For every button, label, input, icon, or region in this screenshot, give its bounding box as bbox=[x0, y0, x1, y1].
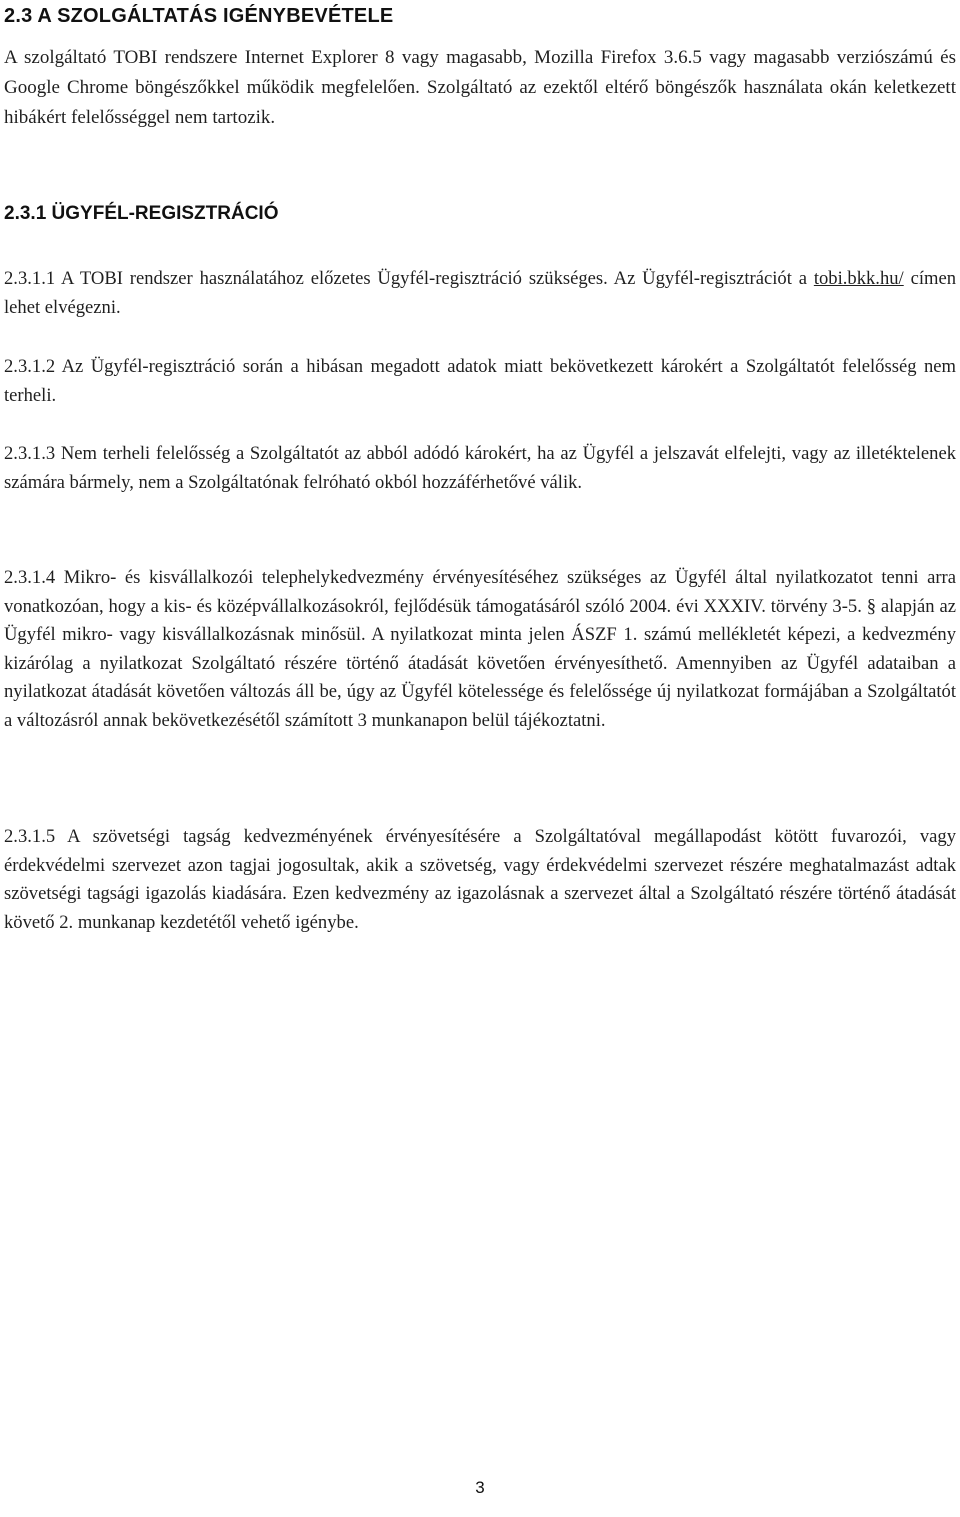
paragraph-text: címen lehet elvégezni. bbox=[4, 268, 956, 318]
paragraph-2-3-1-1 bbox=[4, 265, 956, 322]
paragraph-2-3-1-4: 2.3.1.4 Mikro- és kisvállalkozói telephelykedvezmény érvényesítéséhez szükséges az Ügyfél által nyilatkozatot tenni arra vonatkozóan, hogy a kis- és középvállalkozásokról, fejlődésük támogatásáról szóló 2004. évi XXXIV. törvény 3-5. § alapján az Ügyfél mikro- vagy kisvállalkozásnak minősül. A nyilatkozat minta jelen ÁSZF 1. számú mellékletét képezi, a kedvezmény kizárólag a nyilatkozat Szolgáltató részére történő átadását követően érvényesíthető. Amennyiben az Ügyfél adataiban a nyilatkozat átadását követően változás áll be, úgy az Ügyfél kötelessége és felelőssége új nyilatkozat formájában a Szolgáltatót a változásról annak bekövetkezésétől számított 3 munkanapon belül tájékoztatni. bbox=[4, 567, 956, 731]
paragraph-2-3-1-2: 2.3.1.2 Az Ügyfél-regisztráció során a hibásan megadott adatok miatt bekövetkezett károkért a Szolgáltatót felelősség nem terheli. bbox=[4, 356, 956, 406]
subsection-heading: 2.3.1 ÜGYFÉL-REGISZTRÁCIÓ bbox=[4, 203, 279, 224]
paragraph-2-3-1-5: 2.3.1.5 A szövetségi tagság kedvezményének érvényesítésére a Szolgáltatóval megállapodást kötött fuvarozói, vagy érdekvédelmi szervezet azon tagjai jogosultak, akik a szövetség, vagy érdekvédelmi szervezet részére meghatalmazást adtak szövetségi tagsági igazolás kiadására. Ezen kedvezmény az igazolásnak a szervezet által a Szolgáltató részére történő átadását követő 2. munkanap kezdetétől vehető igénybe. bbox=[4, 826, 956, 933]
paragraph-2-3-1-3: 2.3.1.3 Nem terheli felelősség a Szolgáltatót az abból adódó károkért, ha az Ügyfél a jelszavát elfelejti, vagy az illetéktelenek számára bármely, nem a Szolgáltatónak felróható okból hozzáférhetővé válik. bbox=[4, 443, 956, 493]
paragraph-text: 2.3.1.1 A TOBI rendszer használatához előzetes Ügyfél-regisztráció szükséges. Az Ügyfél-regisztrációt a bbox=[4, 268, 814, 289]
registration-link[interactable]: tobi.bkk.hu/ bbox=[813, 268, 904, 289]
section-heading: 2.3 A SZOLGÁLTATÁS IGÉNYBEVÉTELE bbox=[4, 5, 394, 27]
page-number: 3 bbox=[475, 1478, 485, 1497]
intro-paragraph: A szolgáltató TOBI rendszere Internet Explorer 8 vagy magasabb, Mozilla Firefox 3.6.5 vagy magasabb verziószámú és Google Chrome böngészőkkel működik megfelelően. Szolgáltató az ezektől eltérő böngészők használata okán keletkezett hibákért felelősséggel nem tartozik. bbox=[4, 47, 956, 128]
